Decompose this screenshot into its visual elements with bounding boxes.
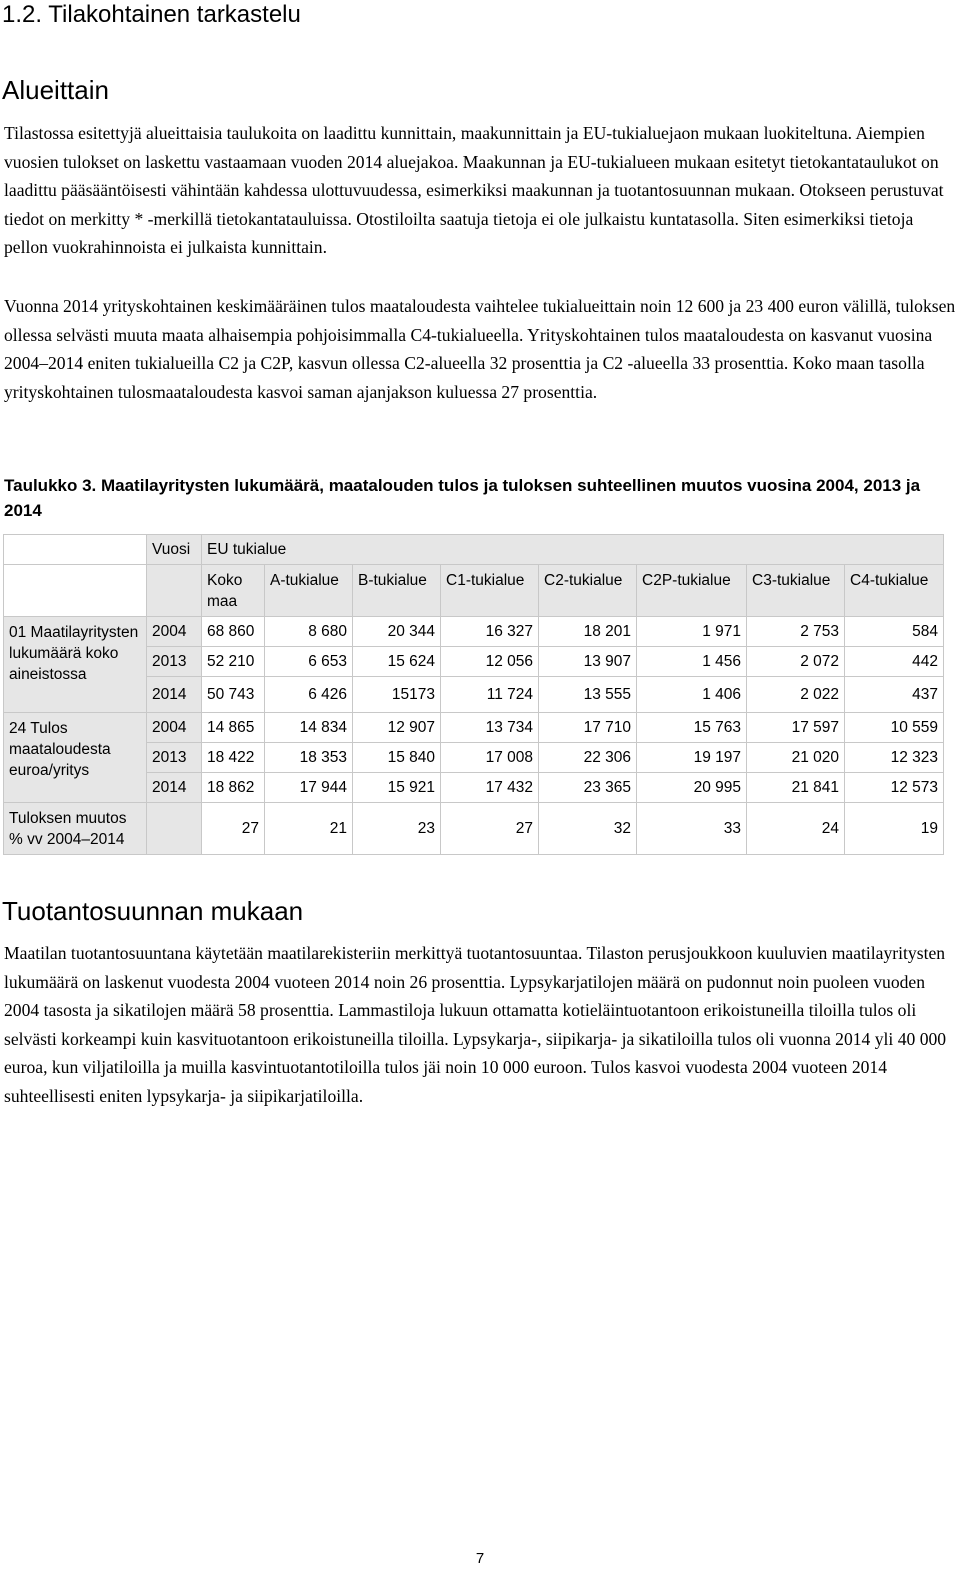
table-cell: 13 555 xyxy=(539,677,637,713)
region-heading: Alueittain xyxy=(2,75,109,105)
column-header-b: B-tukialue xyxy=(353,565,441,617)
table-cell: 6 653 xyxy=(265,647,353,677)
table-cell: 442 xyxy=(845,647,944,677)
table-cell: 2 022 xyxy=(747,677,845,713)
column-header-c2p: C2P-tukialue xyxy=(637,565,747,617)
table-caption: Taulukko 3. Maatilayritysten lukumäärä, maatalouden tulos ja tuloksen suhteellinen muutos vuosina 2004, 2013 ja 2014 xyxy=(4,476,921,520)
production-heading: Tuotantosuunnan mukaan xyxy=(2,896,304,926)
table-cell: 15173 xyxy=(353,677,441,713)
table-cell: 12 907 xyxy=(353,713,441,743)
table-cell: 17 710 xyxy=(539,713,637,743)
column-header-c2: C2-tukialue xyxy=(539,565,637,617)
table-cell: 18 353 xyxy=(265,743,353,773)
column-header-a: A-tukialue xyxy=(265,565,353,617)
table-cell: 15 840 xyxy=(353,743,441,773)
table-cell: 33 xyxy=(637,803,747,855)
table-cell: 13 907 xyxy=(539,647,637,677)
page-number: 7 xyxy=(475,1550,485,1567)
table-cell: 68 860 xyxy=(202,617,265,647)
table-cell: 27 xyxy=(441,803,539,855)
table-cell: 21 841 xyxy=(747,773,845,803)
table-cell: 6 426 xyxy=(265,677,353,713)
table-cell: 21 020 xyxy=(747,743,845,773)
region-paragraph-1: Tilastossa esitettyjä alueittaisia taulukoita on laadittu kunnittain, maakunnittain ja EU-tukialuejaon mukaan luokiteltuna. Aiempien vuosien tulokset on laskettu vastaamaan vuoden 2014 aluejakoa. Maakunnan ja EU-tukialueen mukaan esitetyt tietokantataulukot on laadittu pääsääntöisesti vähintään kahdessa ulottuvuudessa, esimerkiksi maakunnan ja tuotantosuunnan mukaan. Otokseen perustuvat tiedot on merkitty * -merkillä tietokantatauluissa. Otostiloilta saatuja tietoja ei ole julkaistu kuntatasolla. Siten esimerkiksi tietoja pellon vuokrahinnoista ei julkaista kunnittain. xyxy=(4,123,944,258)
table-cell: 27 xyxy=(202,803,265,855)
table-cell: 10 559 xyxy=(845,713,944,743)
table-row xyxy=(4,617,944,647)
table-cell: 584 xyxy=(845,617,944,647)
region-paragraph-2: Vuonna 2014 yrityskohtainen keskimääräinen tulos maataloudesta vaihtelee tukialueittain noin 12 600 ja 23 400 euron välillä, tuloksen ollessa selvästi muuta maata alhaisempia pohjoisimmalla C4-tukialueella. Yrityskohtainen tulos maataloudesta on kasvanut vuosina 2004–2014 eniten tukialueilla C2 ja C2P, kasvun ollessa C2-alueella 32 prosenttia ja C2 -alueella 33 prosenttia. Koko maan tasolla yrityskohtainen tulosmaataloudesta kasvoi saman ajanjakson kuluessa 27 prosenttia. xyxy=(4,296,956,402)
header-corner xyxy=(4,535,147,565)
table-cell: 14 865 xyxy=(202,713,265,743)
table-cell: 2 753 xyxy=(747,617,845,647)
table-cell: 12 056 xyxy=(441,647,539,677)
header-row-1 xyxy=(4,535,944,565)
table-cell: 22 306 xyxy=(539,743,637,773)
table-cell: 24 xyxy=(747,803,845,855)
table-cell: 15 921 xyxy=(353,773,441,803)
row-year: 2004 xyxy=(147,713,202,743)
table-cell: 14 834 xyxy=(265,713,353,743)
row-group-label-tulos: 24 Tulos maataloudesta euroa/yritys xyxy=(4,713,147,803)
table-cell: 15 763 xyxy=(637,713,747,743)
production-paragraph: Maatilan tuotantosuuntana käytetään maatilarekisteriin merkittyä tuotantosuuntaa. Tilaston perusjoukkoon kuuluvien maatilayritysten lukumäärä on laskenut vuodesta 2004 vuoteen 2014 noin 26 prosenttia. Lypsykarjatilojen määrä on pudonnut noin puoleen vuoden 2004 tasosta ja sikatilojen määrä 58 prosenttia. Lammastiloja lukuun ottamatta kotieläintuotantoon erikoistuneilla tiloilla tulos oli selvästi korkeampi kuin kasvituotantoon erikoistuneilla tiloilla. Lypsykarja-, siipikarja- ja sikatiloilla tulos oli vuonna 2014 yli 40 000 euroa, kun viljatiloilla ja muilla kasvintuotantotiloilla tulos jäi noin 10 000 euroon. Tulos kasvoi vuodesta 2004 vuoteen 2014 suhteellisesti eniten lypsykarja- ja siipikarjatiloilla. xyxy=(4,943,947,1106)
table-cell: 23 365 xyxy=(539,773,637,803)
row-year: 2014 xyxy=(147,773,202,803)
table-cell: 12 323 xyxy=(845,743,944,773)
table-cell: 2 072 xyxy=(747,647,845,677)
row-year: 2014 xyxy=(147,677,202,713)
table-cell: 17 597 xyxy=(747,713,845,743)
row-year: 2013 xyxy=(147,647,202,677)
table-cell: 23 xyxy=(353,803,441,855)
table-cell: 15 624 xyxy=(353,647,441,677)
table-cell: 17 944 xyxy=(265,773,353,803)
table-cell: 19 xyxy=(845,803,944,855)
table-cell: 11 724 xyxy=(441,677,539,713)
table-cell: 20 344 xyxy=(353,617,441,647)
table-cell: 50 743 xyxy=(202,677,265,713)
table-cell: 17 008 xyxy=(441,743,539,773)
table-cell: 17 432 xyxy=(441,773,539,803)
row-year: 2013 xyxy=(147,743,202,773)
row-label-change: Tuloksen muutos % vv 2004–2014 xyxy=(4,803,147,855)
header-row-2 xyxy=(4,565,944,617)
header-corner-2 xyxy=(4,565,147,617)
table-cell: 52 210 xyxy=(202,647,265,677)
table-cell: 1 406 xyxy=(637,677,747,713)
column-header-c4: C4-tukialue xyxy=(845,565,944,617)
column-header-c3: C3-tukialue xyxy=(747,565,845,617)
table-cell: 20 995 xyxy=(637,773,747,803)
row-year: 2004 xyxy=(147,617,202,647)
table-row xyxy=(4,713,944,743)
table-cell: 32 xyxy=(539,803,637,855)
table-cell: 18 862 xyxy=(202,773,265,803)
section-title: 1.2. Tilakohtainen tarkastelu xyxy=(2,1,301,28)
table-cell: 12 573 xyxy=(845,773,944,803)
data-table xyxy=(3,534,944,855)
table-cell: 19 197 xyxy=(637,743,747,773)
table-cell: 13 734 xyxy=(441,713,539,743)
row-year-blank xyxy=(147,803,202,855)
column-header-koko-maa: Koko maa xyxy=(202,565,265,617)
table-cell: 1 456 xyxy=(637,647,747,677)
table-cell: 18 201 xyxy=(539,617,637,647)
header-vuosi: Vuosi xyxy=(147,535,202,565)
table-cell: 8 680 xyxy=(265,617,353,647)
header-eu-tukialue: EU tukialue xyxy=(202,535,944,565)
table-cell: 21 xyxy=(265,803,353,855)
row-group-label-lukumaara: 01 Maatilayritysten lukumäärä koko aineistossa xyxy=(4,617,147,713)
table-cell: 1 971 xyxy=(637,617,747,647)
table-cell: 16 327 xyxy=(441,617,539,647)
table-cell: 18 422 xyxy=(202,743,265,773)
table-cell: 437 xyxy=(845,677,944,713)
column-header-c1: C1-tukialue xyxy=(441,565,539,617)
header-year-blank xyxy=(147,565,202,617)
table-row-change xyxy=(4,803,944,855)
